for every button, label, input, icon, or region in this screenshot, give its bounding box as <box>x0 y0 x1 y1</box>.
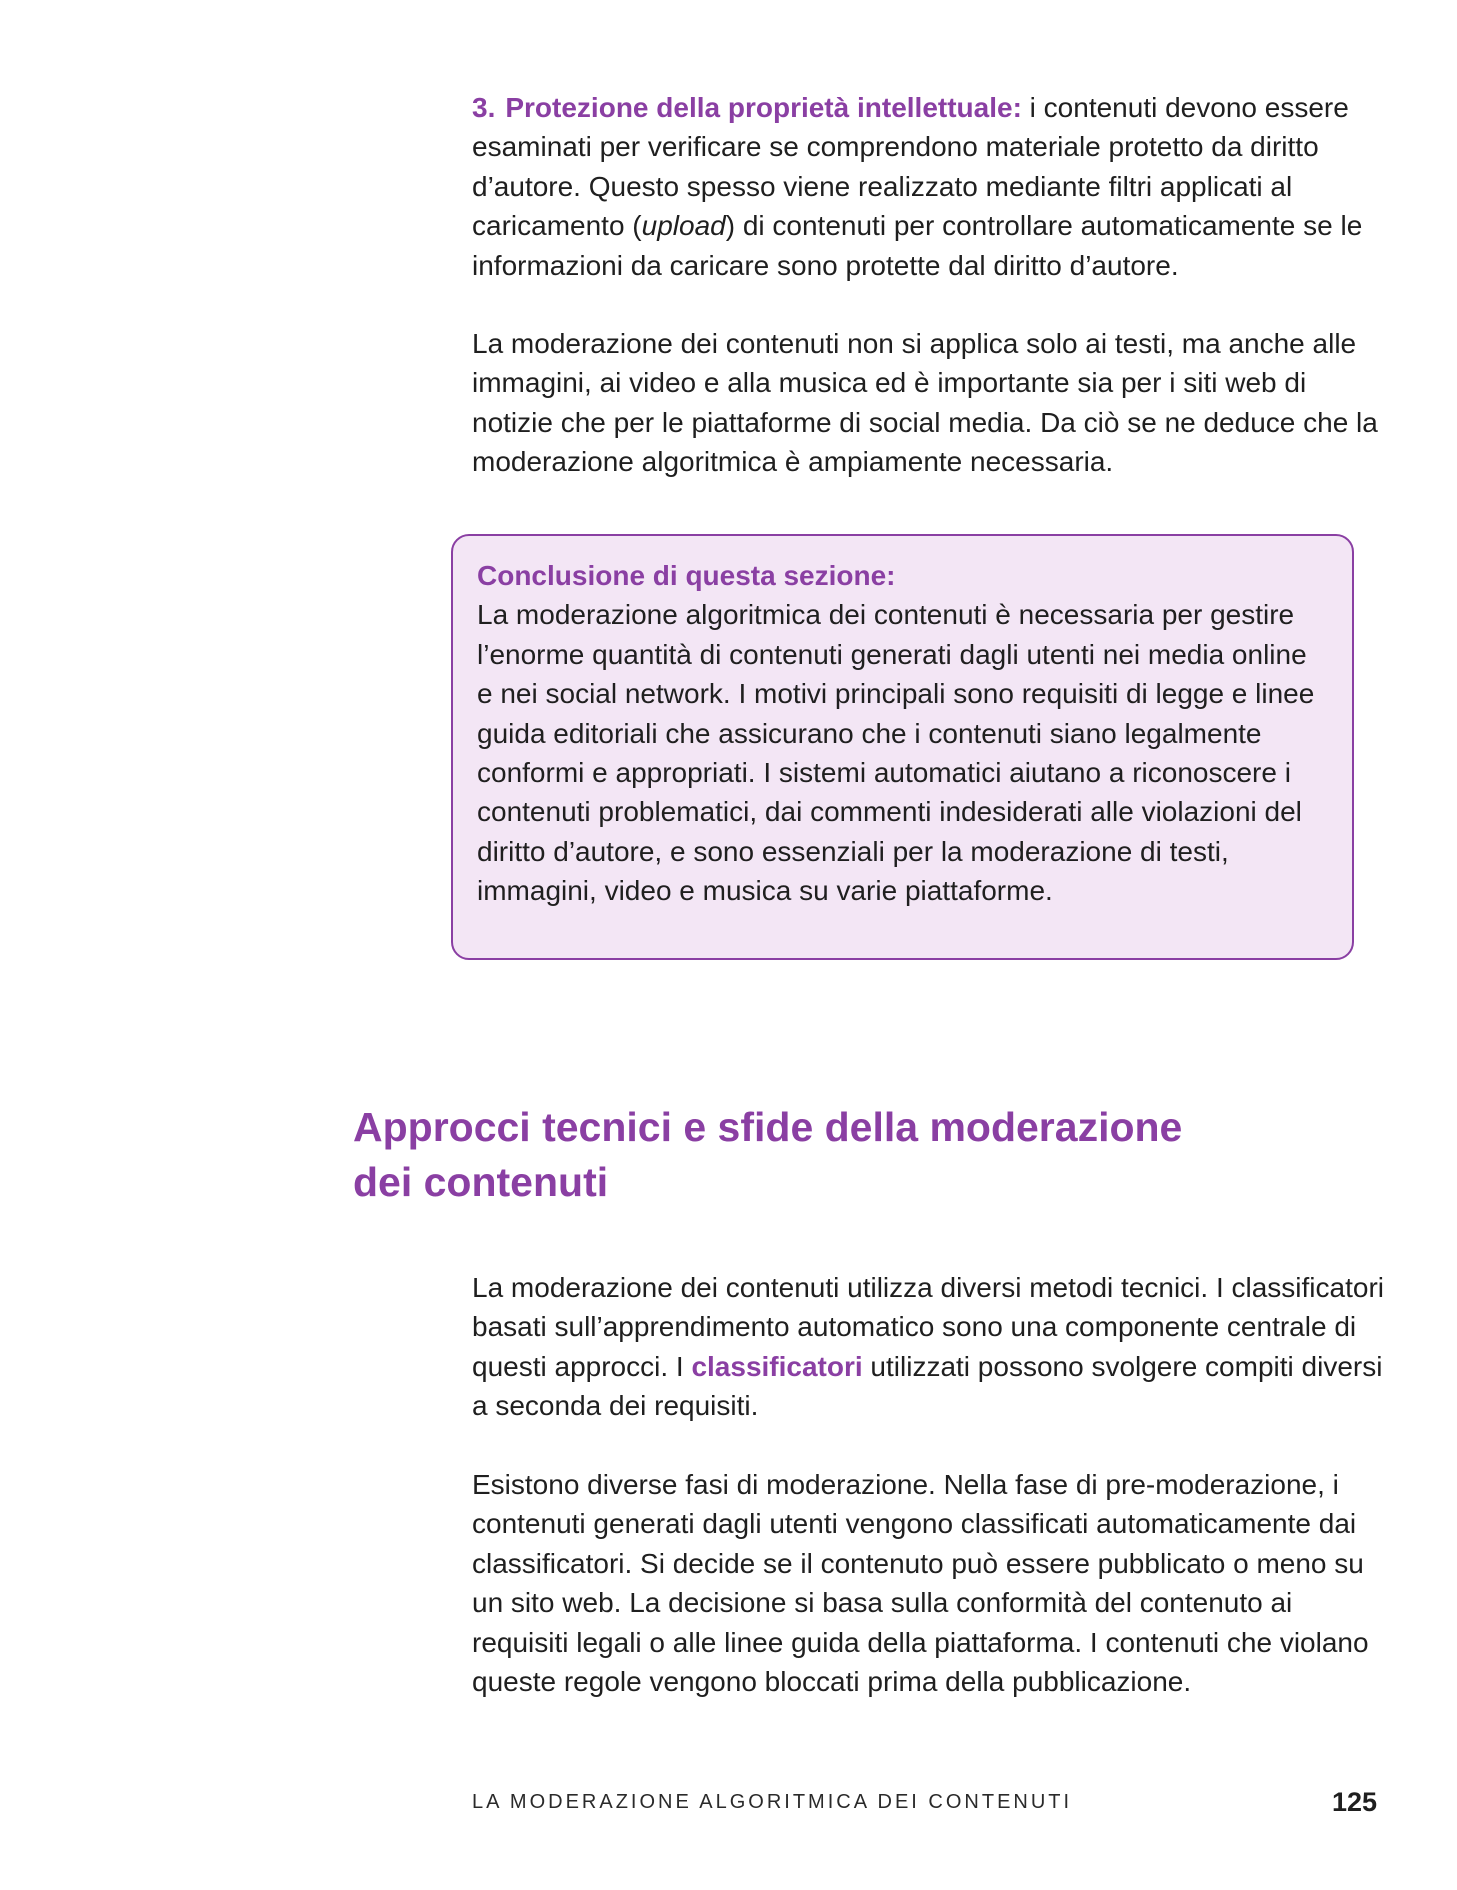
conclusion-text: La moderazione algoritmica dei contenuti è necessaria per gestire l’enorme quantità di contenuti generati dagli utenti nei media online e nei social network. I motivi principali sono requisiti di legge e linee guida editoriali che assicurano che i contenuti siano legalmente conformi e appropriati. I sistemi automatici aiutano a riconoscere i contenuti problematici, dai commenti indesiderati alle violazioni del diritto d’autore, e sono essenziali per la moderazione di testi, immagini, video e musica su varie piattaforme. <box>477 599 1315 907</box>
section-heading-line-2: dei contenuti <box>353 1159 609 1205</box>
list-item-text: i contenuti devono essere esaminati per verificare se comprendono materiale protetto da diritto d’autore. Questo spesso viene realizzato mediante filtri applicati al caricamento ( <box>472 92 1349 242</box>
paragraph-moderation-scope: La moderazione dei contenuti non si applica solo ai testi, ma anche alle immagini, ai video e alla musica ed è importante sia per i siti web di notizie che per le piattaforme di social media. Da ciò se ne deduce che la moderazione algoritmica è ampiamente necessaria. <box>472 328 1378 478</box>
running-title: LA MODERAZIONE ALGORITMICA DEI CONTENUTI <box>472 1791 1073 1813</box>
conclusion-box <box>451 534 1354 960</box>
paragraph-technical-methods-text-end: utilizzati possono svolgere compiti diversi a seconda dei requisiti. <box>472 1350 1383 1422</box>
list-item-3 <box>472 88 1392 285</box>
paragraph-pre-moderation: Esistono diverse fasi di moderazione. Nella fase di pre-moderazione, i contenuti generati dagli utenti vengono classificati automaticamente dai classificatori. Si decide se il contenuto può essere pubblicato o meno su un sito web. La decisione si basa sulla conformità del contenuto ai requisiti legali o alle linee guida della piattaforma. I contenuti che violano queste regole vengono bloccati prima della pubblicazione. <box>472 1469 1369 1698</box>
paragraph-technical-methods-text: La moderazione dei contenuti utilizza diversi metodi tecnici. I classificatori basati sull’apprendimento automatico sono una componente centrale di questi approcci. I <box>472 1272 1384 1382</box>
conclusion-title: Conclusione di questa sezione: <box>477 560 896 591</box>
page-number: 125 <box>1331 1787 1377 1817</box>
glossary-term-classificatori: classificatori <box>691 1350 863 1382</box>
list-item-text-end: ) di contenuti per controllare automaticamente se le informazioni da caricare sono protette dal diritto d’autore. <box>472 210 1363 281</box>
page-footer <box>472 1787 1377 1819</box>
section-heading <box>353 1100 1253 1210</box>
list-item-number: 3. <box>472 92 496 123</box>
list-item-emphasis: upload <box>641 210 726 242</box>
list-item-title: Protezione della proprietà intellettuale: <box>505 92 1022 123</box>
section-heading-line-1: Approcci tecnici e sfide della moderazione <box>353 1104 1183 1150</box>
paragraph-technical-methods <box>472 1268 1392 1426</box>
